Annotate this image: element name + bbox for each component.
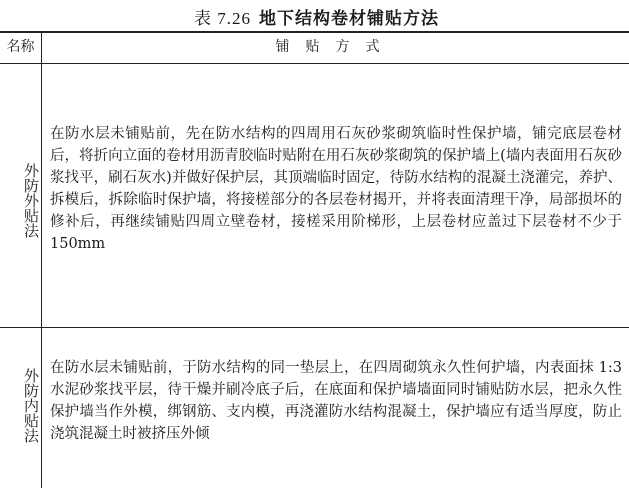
row-name-outer-inner: 外防内贴法 — [22, 367, 40, 443]
row-name-outer-outer: 外防外贴法 — [22, 162, 40, 238]
column-header-method: 铺贴方式 — [275, 39, 396, 55]
row-description-outer-outer: 在防水层未铺贴前，先在防水结构的四周用石灰砂浆砌筑临时性保护墙，铺完底层卷材后，将折向立面的卷材用沥青胶临时贴附在用石灰砂浆砌筑的保护墙上(墙内表面用石灰砂浆找平，刷石灰水)并做好保护层，其顶端临时固定，待防水结构的混凝土浇灌完，养护、拆模后，拆除临时保护墙，将接槎部分的各层卷材揭开，并将表面清理干净，局部损坏的修补后，再继续铺贴四周立壁卷材，接槎采用阶梯形，上层卷材应盖过下层卷材不少于 150mm — [50, 126, 622, 252]
row-description-outer-inner: 在防水层未铺贴前，于防水结构的同一垫层上，在四周砌筑永久性何护墙，内表面抹 1:3 水泥砂浆找平层，待干燥并刷冷底子后，在底面和保护墙墙面同时铺贴防水层，把永久性保护墙当作外模，绑钢筋、支内模，再浇灌防水结构混凝土，保护墙应有适当厚度，防止浇筑混凝土时被挤压外倾 — [50, 360, 622, 442]
table-title — [0, 4, 629, 29]
table-top-rule — [0, 31, 629, 33]
column-header-name: 名称 — [6, 39, 35, 55]
table-number: 表 7.26 — [194, 9, 251, 28]
table-column-divider — [41, 32, 42, 488]
table-row-divider — [0, 327, 629, 328]
table-title-text: 地下结构卷材铺贴方法 — [259, 9, 439, 29]
table-header-rule — [0, 63, 629, 64]
